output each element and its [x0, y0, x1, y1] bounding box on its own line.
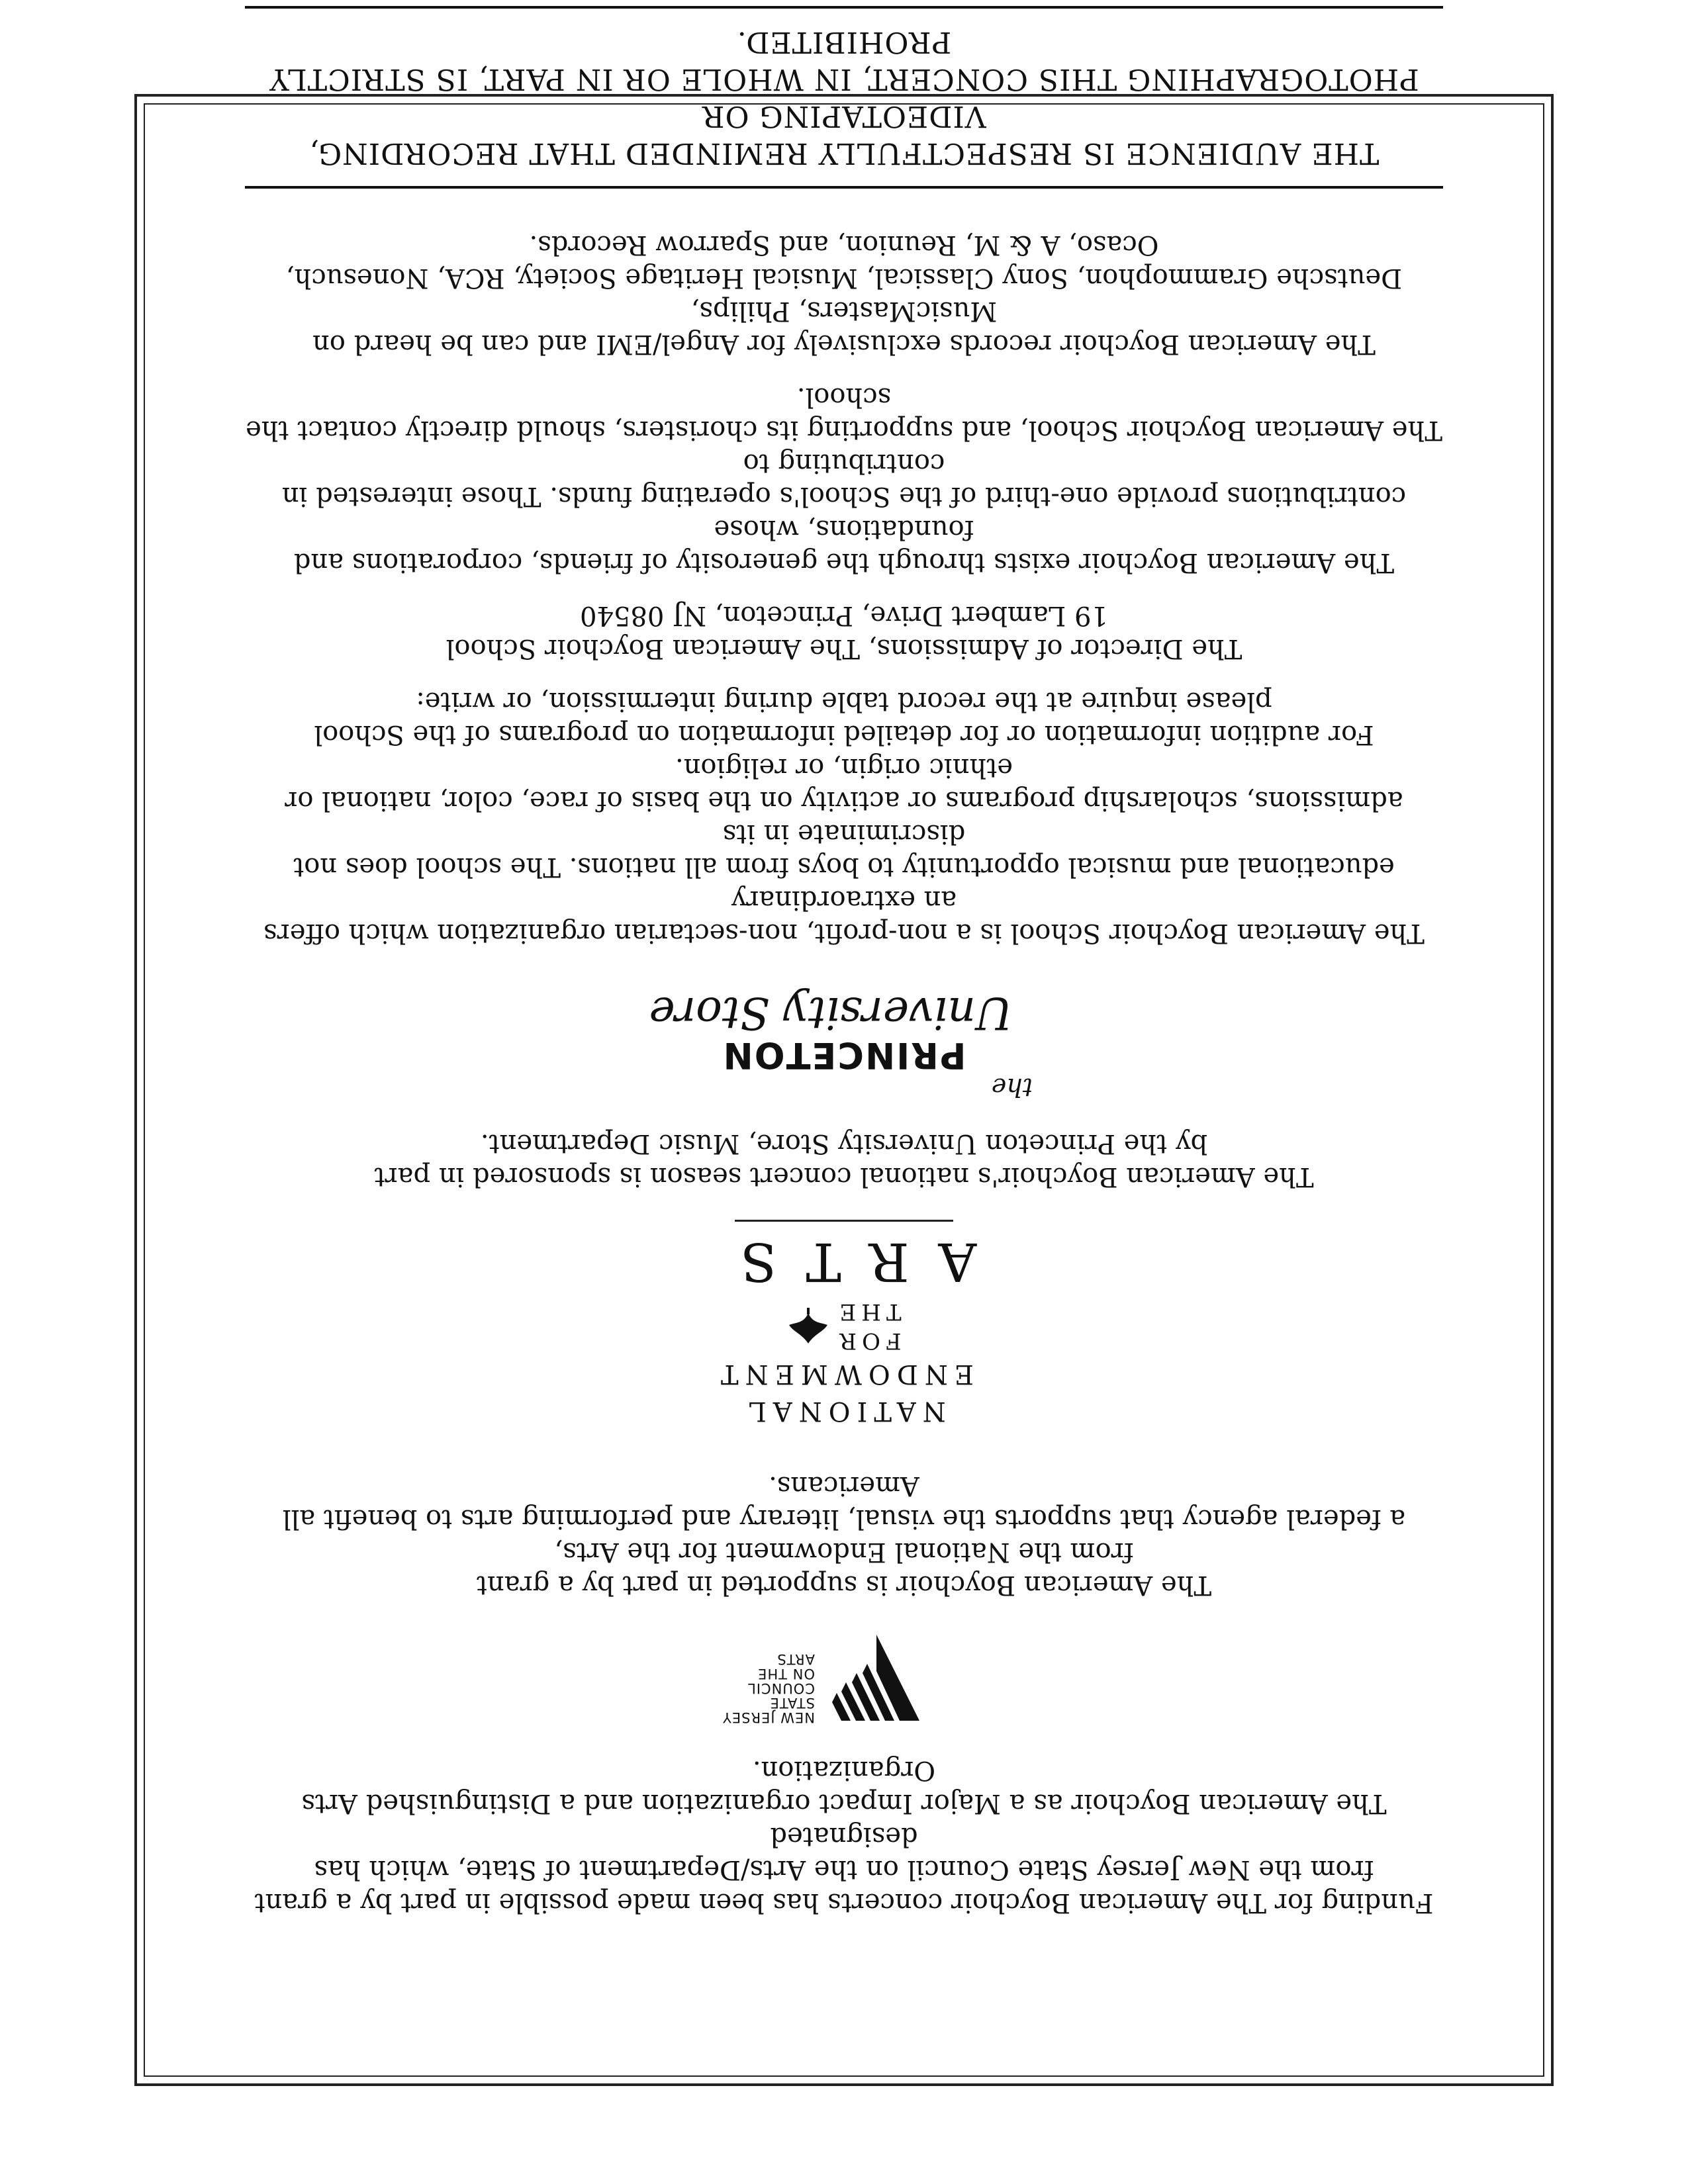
nj-council-triangle-icon: [827, 1628, 926, 1734]
nea-logo-the: THE: [834, 1298, 902, 1325]
nea-line: from the National Endowment for the Arts,: [554, 1537, 1134, 1567]
store-logo-university-store: University Store: [649, 987, 1013, 1038]
admissions-address-line: The Director of Admissions, The American Boychoir School: [445, 633, 1243, 664]
notice-line: THE AUDIENCE IS RESPECTFULLY REMINDED THAT RECORDING, VIDEOTAPING OR: [308, 99, 1380, 170]
notice-rule-bottom: [245, 6, 1443, 9]
admissions-address-line: 19 Lambert Drive, Princeton, NJ 08540: [580, 600, 1108, 631]
friends-paragraph: [245, 381, 1443, 579]
nea-logo: [245, 1220, 1443, 1430]
nea-bird-icon: [786, 1306, 830, 1346]
nj-logo-line: COUNCIL: [747, 1680, 815, 1696]
records-paragraph: [245, 228, 1443, 361]
nea-logo-rule: [735, 1220, 953, 1222]
nea-line: a federal agency that supports the visual, literary and performing arts to benefit all Americans.: [282, 1471, 1406, 1534]
document-content: [245, 0, 1443, 1919]
sponsor-line: The American Boychoir's national concert season is sponsored in part: [374, 1161, 1314, 1192]
funding-paragraph: [245, 1754, 1443, 1919]
nea-logo-national: NATIONAL: [742, 1396, 946, 1426]
nj-logo-line: ON THE: [757, 1666, 815, 1682]
records-line: Deutsche Grammophon, Sony Classical, Musical Heritage Society, RCA, Nonesuch,: [285, 263, 1403, 293]
nj-council-logo-text: [722, 1652, 815, 1734]
school-paragraph: [245, 685, 1443, 950]
school-line: please inquire at the record table during intermission, or write:: [416, 686, 1272, 717]
store-logo-the: the: [991, 1073, 1033, 1102]
school-line: admissions, scholarship programs or activity on the basis of race, color, national or ethnic origin, or religion.: [285, 752, 1403, 816]
sponsor-line: by the Princeton University Store, Music Department.: [480, 1128, 1208, 1159]
notice-rule-top: [245, 186, 1443, 189]
funding-line: from the New Jersey State Council on the Arts/Department of State, which has designated: [314, 1821, 1374, 1885]
school-line: The American Boychoir School is a non-profit, non-sectarian organization which offers an extraordinary: [263, 885, 1425, 948]
nea-logo-endowment: ENDOWMENT: [714, 1359, 974, 1389]
nea-logo-for: FOR: [834, 1328, 902, 1354]
nj-logo-line: STATE: [769, 1695, 815, 1711]
recording-notice: [245, 6, 1443, 189]
store-logo-princeton: PRINCETON: [722, 1034, 966, 1076]
funding-line: Funding for The American Boychoir concerts has been made possible in part by a grant: [254, 1888, 1434, 1918]
sponsor-paragraph: [245, 1127, 1443, 1193]
notice-line: PHOTOGRAPHING THIS CONCERT, IN WHOLE OR IN PART, IS STRICTLY PROHIBITED.: [269, 25, 1419, 96]
nea-paragraph: [245, 1469, 1443, 1602]
friends-line: contributions provide one-third of the School's operating funds. Those interested in contributing to: [281, 448, 1407, 512]
friends-line: The American Boychoir School, and supporting its choristers, should directly contact the school.: [246, 382, 1442, 445]
nea-line: The American Boychoir is supported in part by a grant: [476, 1570, 1212, 1600]
school-line: educational and musical opportunity to boys from all nations. The school does not discriminate in its: [293, 819, 1395, 882]
records-line: The American Boychoir records exclusively for Angel/EMI and can be heard on MusicMasters, Philips,: [312, 296, 1376, 359]
records-line: Ocaso, A & M, Reunion, and Sparrow Records.: [529, 230, 1159, 260]
nj-logo-line: NEW JERSEY: [722, 1709, 815, 1725]
admissions-address: [245, 599, 1443, 665]
nj-logo-line: ARTS: [776, 1651, 815, 1667]
friends-line: The American Boychoir exists through the generosity of friends, corporations and foundations, whose: [293, 514, 1395, 578]
school-line: For audition information or for detailed information on programs of the School: [314, 719, 1374, 750]
princeton-university-store-logo: [245, 989, 1443, 1101]
funding-line: The American Boychoir as a Major Impact organization and a Distinguished Arts Organization.: [301, 1755, 1387, 1819]
nea-logo-arts: ARTS: [711, 1231, 977, 1293]
nj-council-logo: [245, 1628, 1443, 1734]
